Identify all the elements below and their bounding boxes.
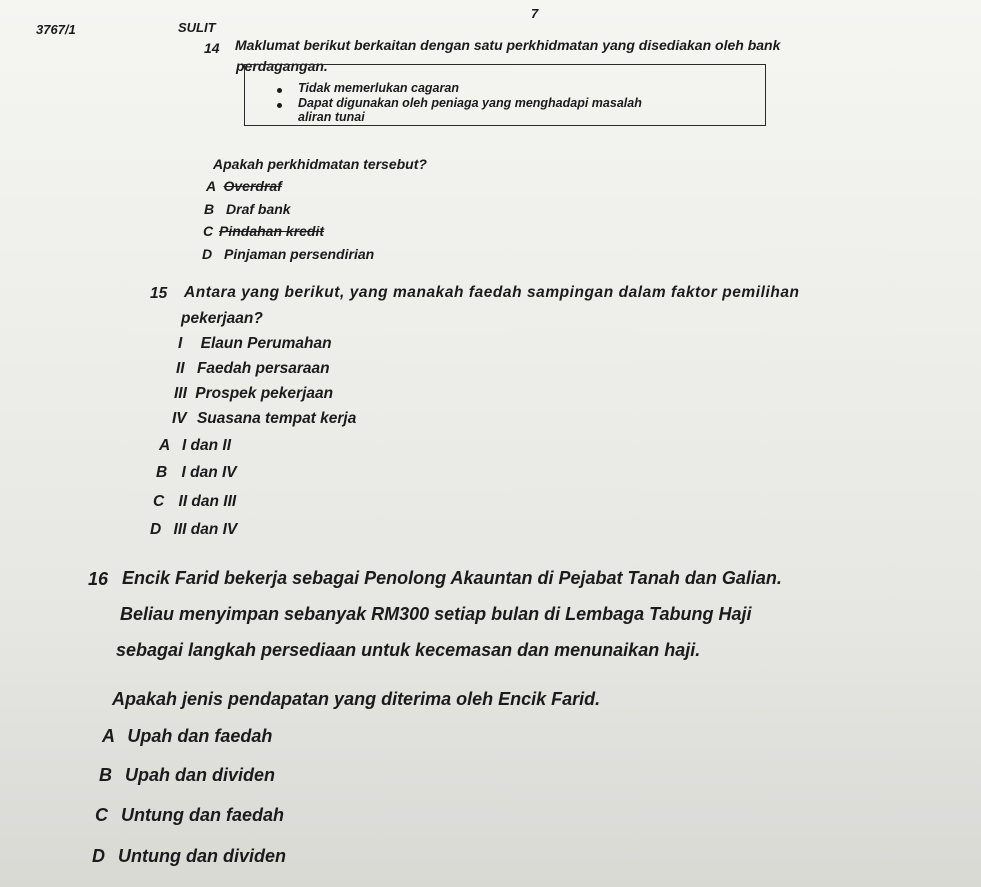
option-letter: C	[153, 493, 165, 510]
option-letter: B	[204, 201, 215, 217]
q15-option-d[interactable]	[150, 521, 237, 539]
q14-number: 14	[204, 40, 220, 56]
paper-code: 3767/1	[36, 22, 76, 37]
option-letter: D	[202, 246, 213, 262]
q16-option-b[interactable]	[99, 765, 275, 786]
option-text: III dan IV	[173, 521, 238, 538]
q14-box-item-1: Tidak memerlukan cagaran	[298, 81, 459, 95]
option-letter: B	[156, 464, 168, 481]
q16-option-c[interactable]	[95, 805, 284, 826]
q14-box-item-2: Dapat digunakan oleh peniaga yang menghadapi masalah	[298, 96, 642, 110]
q16-number: 16	[88, 569, 109, 589]
option-text: Pindahan kredit	[219, 223, 325, 239]
q16-stem-line3: sebagai langkah persediaan untuk kecemasan dan menunaikan haji.	[116, 640, 701, 660]
option-letter: C	[95, 805, 108, 825]
q15-item-4	[172, 410, 356, 428]
q14-option-b[interactable]	[204, 201, 291, 217]
option-text: II dan III	[178, 493, 237, 510]
q14-option-a[interactable]	[206, 178, 282, 194]
page-number: 7	[531, 6, 539, 21]
option-letter: D	[150, 521, 162, 538]
bullet-icon	[277, 103, 282, 108]
q15-item-2	[176, 360, 330, 378]
option-text: Pinjaman persendirian	[224, 246, 375, 262]
item-text: Suasana tempat kerja	[196, 410, 357, 427]
item-numeral: IV	[172, 410, 187, 427]
option-letter: A	[159, 437, 170, 454]
option-letter: B	[99, 765, 112, 785]
q14-option-c[interactable]	[203, 223, 324, 239]
option-text: Untung dan dividen	[118, 846, 287, 866]
q15-option-a[interactable]	[159, 437, 231, 455]
option-text: Upah dan faedah	[127, 726, 273, 746]
item-text: Prospek pekerjaan	[195, 385, 334, 402]
item-text: Elaun Perumahan	[200, 335, 332, 352]
q14-box-item-3: aliran tunai	[298, 110, 365, 124]
q16-option-a[interactable]	[102, 726, 272, 747]
q14-stem-line2: perdagangan.	[236, 58, 328, 74]
classification-label: SULIT	[178, 20, 216, 35]
option-text: Untung dan faedah	[121, 805, 285, 825]
option-letter: A	[206, 178, 216, 194]
q16-stem-line2: Beliau menyimpan sebanyak RM300 setiap bulan di Lembaga Tabung Haji	[120, 604, 752, 624]
option-letter: A	[102, 726, 115, 746]
option-text: Draf bank	[226, 201, 291, 217]
q15-stem-line1: Antara yang berikut, yang manakah faedah sampingan dalam faktor pemilihan	[184, 284, 800, 301]
item-text: Faedah persaraan	[196, 360, 330, 377]
q15-item-3	[174, 385, 333, 403]
item-numeral: II	[176, 360, 185, 377]
q14-question: Apakah perkhidmatan tersebut?	[213, 156, 427, 172]
q15-item-1	[178, 335, 332, 353]
option-text: Overdraf	[223, 178, 282, 194]
q16-question: Apakah jenis pendapatan yang diterima oleh Encik Farid.	[112, 689, 601, 709]
q14-option-d[interactable]	[202, 246, 374, 262]
option-letter: D	[92, 846, 105, 866]
q14-stem-line1: Maklumat berikut berkaitan dengan satu perkhidmatan yang disediakan oleh bank	[235, 37, 781, 53]
item-numeral: I	[178, 335, 183, 352]
q15-option-b[interactable]	[156, 464, 237, 482]
q16-option-d[interactable]	[92, 846, 286, 867]
q15-option-c[interactable]	[153, 493, 236, 511]
bullet-icon	[277, 88, 282, 93]
q15-stem-line2: pekerjaan?	[181, 310, 263, 327]
option-text: I dan II	[181, 437, 232, 454]
option-text: I dan IV	[181, 464, 237, 481]
option-text: Upah dan dividen	[125, 765, 276, 785]
q15-number: 15	[150, 285, 168, 302]
option-letter: C	[203, 223, 214, 239]
q16-stem-line1: Encik Farid bekerja sebagai Penolong Akauntan di Pejabat Tanah dan Galian.	[122, 568, 782, 588]
item-numeral: III	[174, 385, 187, 402]
